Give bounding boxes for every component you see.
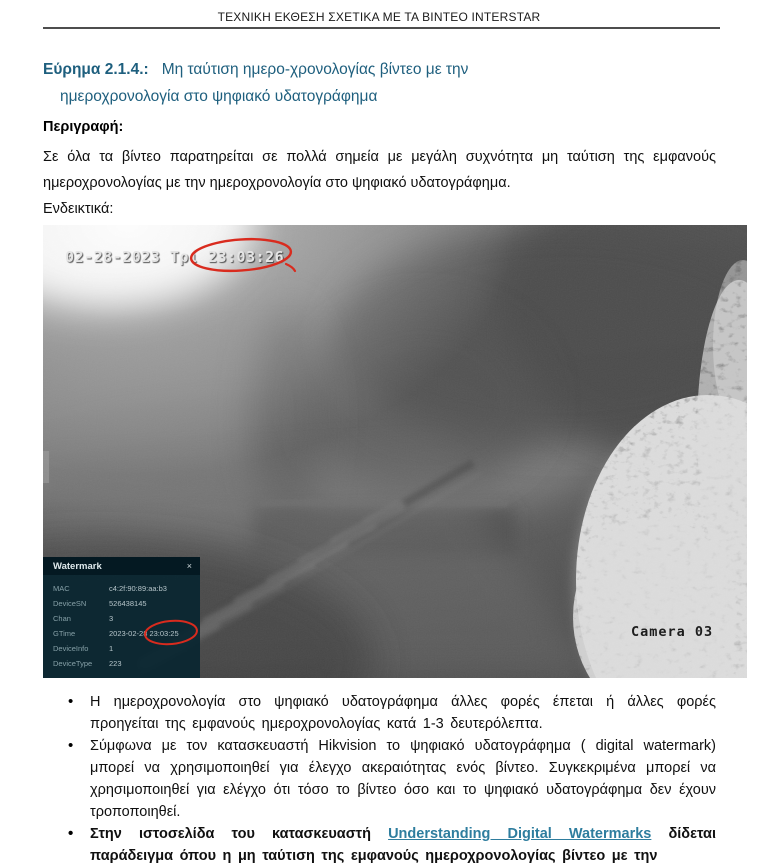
description-body: Σε όλα τα βίντεο παρατηρείται σε πολλά σημεία με μεγάλη συχνότητα μη ταύτιση της εμφανούς ημεροχρονολογίας με την ημεροχρονολογία στο ψηφιακό υδατογράφημα. <box>43 149 716 191</box>
watermark-row-label: MAC <box>53 584 70 593</box>
bullet-text: Σύμφωνα με τον κατασκευαστή Hikvision το ψηφιακό υδατογράφημα ( digital watermark) μπορεί να χρησιμοποιηθεί για έλεγχο ακεραιότητας ενός βίντεο. Συγκεκριμένα μπορεί να χρησιμοποιηθεί για ελέγχο ότι τόσο το βίντεο όσο και το ψηφιακό υδατογράφημα δεν έχουν τροποποιηθεί. <box>90 738 716 820</box>
watermark-row-label: Chan <box>53 614 71 623</box>
watermark-rows <box>43 575 200 671</box>
bullet-item-timing-offset <box>43 691 716 735</box>
cctv-timestamp: 02-28-2023 Τρί 23:03:26 <box>65 248 285 266</box>
watermark-row-devicesn <box>43 596 200 611</box>
watermark-row-value: 3 <box>109 614 114 623</box>
watermark-row-label: DeviceInfo <box>53 644 89 653</box>
watermark-row-value: 223 <box>109 659 122 668</box>
watermark-row-value: 1 <box>109 644 114 653</box>
bullet-text: Η ημεροχρονολογία στο ψηφιακό υδατογράφημα άλλες φορές έπεται ή άλλες φορές προηγείται της εμφανούς ημεροχρονολογίας κατά 1-3 δευτερόλεπτα. <box>90 694 716 732</box>
watermark-row-chan <box>43 611 200 626</box>
description-heading: Περιγραφή: <box>43 119 124 135</box>
watermark-row-value: 526438145 <box>109 599 147 608</box>
watermark-panel <box>43 557 200 678</box>
close-icon: × <box>186 560 192 571</box>
document-header-title: ΤΕΧΝΙΚΗ ΕΚΘΕΣΗ ΣΧΕΤΙΚΑ ΜΕ ΤΑ ΒΙΝΤΕΟ INTERSTAR <box>217 10 541 24</box>
cctv-screenshot <box>43 225 747 678</box>
bullet-item-manufacturer-site <box>43 823 716 867</box>
watermark-row-label: DeviceType <box>53 659 93 668</box>
header-rule <box>43 27 720 29</box>
finding-title-line2: ημεροχρονολογία στο ψηφιακό υδατογράφημα <box>60 88 378 105</box>
finding-heading-line1 <box>43 56 716 83</box>
watermark-row-gtime <box>43 626 200 641</box>
bullet-item-hikvision-watermark <box>43 735 716 823</box>
description-paragraph <box>43 144 716 222</box>
finding-label: Εύρημα 2.1.4.: <box>43 61 149 78</box>
watermark-row-label: GTime <box>53 629 76 638</box>
indicative-label: Ενδεικτικά: <box>43 201 114 217</box>
camera-label: Camera 03 <box>631 624 714 640</box>
finding-title-line1: Μη ταύτιση ημερο-χρονολογίας βίντεο με την <box>161 61 469 78</box>
watermark-row-value: 2023-02-28 23:03:25 <box>109 629 179 638</box>
bullet-text-prefix: Στην ιστοσελίδα του κατασκευαστή <box>90 826 389 842</box>
bullet-list <box>43 691 716 867</box>
watermark-row-mac <box>43 581 200 596</box>
bullet-text-suffix: δίδεται παράδειγμα όπου η μη ταύτιση της εμφανούς ημεροχρονολογίας βίντεο με την <box>90 826 716 864</box>
watermark-panel-header <box>43 557 200 575</box>
watermark-row-devicetype <box>43 656 200 671</box>
watermark-row-deviceinfo <box>43 641 200 656</box>
watermark-panel-title: Watermark <box>53 560 102 572</box>
link-understanding-digital-watermarks[interactable]: Understanding Digital Watermarks <box>388 826 652 842</box>
watermark-row-value: c4:2f:90:89:aa:b3 <box>109 584 167 593</box>
watermark-row-label: DeviceSN <box>53 599 87 608</box>
finding-heading <box>43 56 716 110</box>
